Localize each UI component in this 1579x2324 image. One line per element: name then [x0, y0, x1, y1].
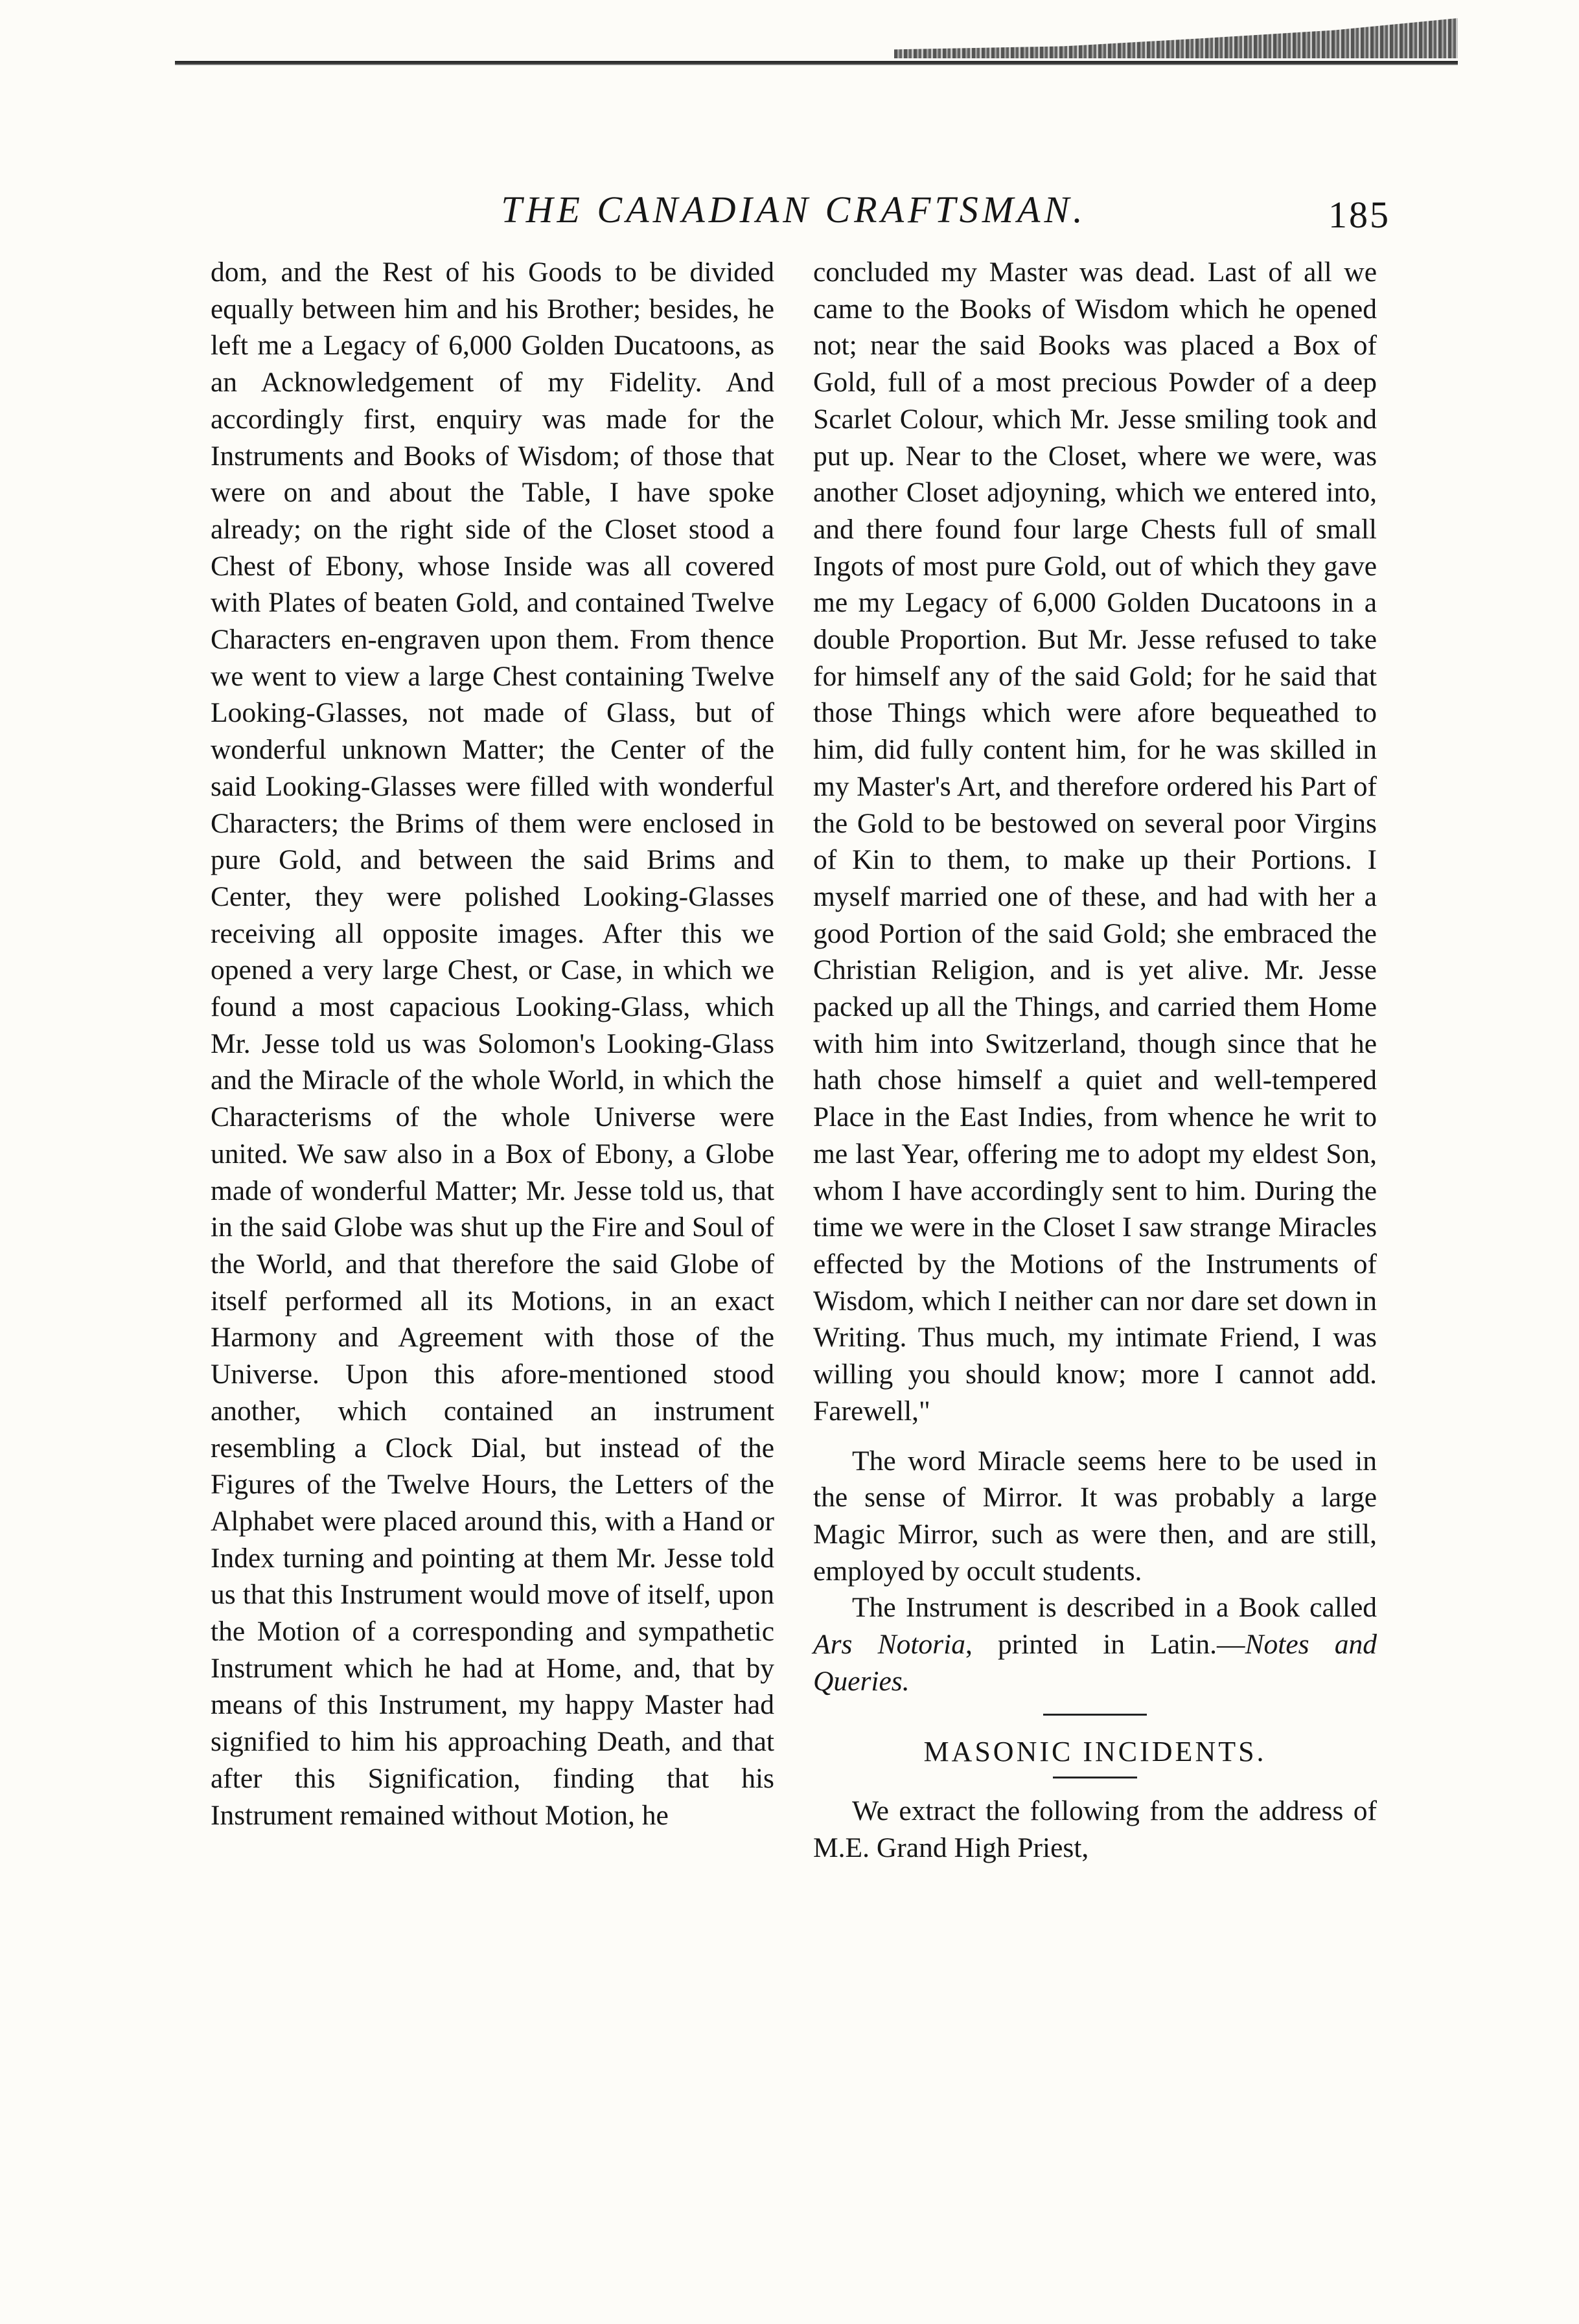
source-notes-and-queries: Notes and Queries. [813, 1629, 1377, 1697]
footnote-instrument [813, 1589, 1377, 1699]
section-divider-rule [1043, 1714, 1147, 1716]
top-ink-bleed [894, 18, 1458, 58]
paragraph-gap [813, 1430, 1377, 1443]
left-column [211, 254, 774, 1834]
right-column-continuation: concluded my Master was dead. Last of all we came to the Books of Wisdom which he opened not; near the said Books was placed a Box of Gold, full of a most precious Powder of a deep Scarlet Colour, which Mr. Jesse smiling took and put up. Near to the Closet, where we were, was another Closet adjoyning, which we entered into, and there found four large Chests full of small Ingots of most pure Gold, out of which they gave me my Legacy of 6,000 Golden Ducatoons in a double Proportion. But Mr. Jesse refused to take for himself any of the said Gold; for he said that those Things which were afore bequeathed to him, did fully content him, for he was skilled in my Master's Art, and therefore ordered his Part of the Gold to be bestowed on several poor Virgins of Kin to them, to make up their Portions. I myself married one of these, and had with her a good Portion of the said Gold; she embraced the Christian Religion, and is yet alive. Mr. Jesse packed up all the Things, and carried them Home with him into Switzerland, though since that he hath chose himself a quiet and well-tempered Place in the East Indies, from whence he writ to me last Year, offering me to adopt my eldest Son, whom I have accordingly sent to him. During the time we were in the Closet I saw strange Miracles effected by the Motions of the Instruments of Wisdom, which I neither can nor dare set down in Writing. Thus much, my intimate Friend, I was willing you should know; more I cannot add. Farewell," [813, 257, 1377, 1427]
footnote-instrument-start: The Instrument is described in a Book called [852, 1592, 1377, 1624]
section-opening-paragraph: We extract the following from the address of M.E. Grand High Priest, [813, 1795, 1377, 1864]
footnote-instrument-mid: , printed in Latin.— [965, 1629, 1245, 1661]
section-heading-underline [1053, 1777, 1137, 1778]
book-title-ars-notoria: Ars Notoria [813, 1629, 965, 1661]
footnote-miracle: The word Miracle seems here to be used in the sense of Mirror. It was probably a large Magic Mirror, such as were then, and are still, employed by occult students. [813, 1445, 1377, 1587]
running-title: THE CANADIAN CRAFTSMAN. [501, 189, 1087, 231]
section-heading: MASONIC INCIDENTS. [923, 1736, 1267, 1768]
page-number: 185 [1328, 194, 1390, 236]
left-column-paragraph: dom, and the Rest of his Goods to be divided equally between him and his Brother; besides, he left me a Legacy of 6,000 Golden Ducatoons, as an Acknowledgement of my Fidelity. And accordingly first, enquiry was made for the Instruments and Books of Wisdom; of those that were on and about the Table, I have spoke already; on the right side of the Closet stood a Chest of Ebony, whose Inside was all covered with Plates of beaten Gold, and contained Twelve Characters en-engraven upon them. From thence we went to view a large Chest containing Twelve Looking-Glasses, not made of Glass, but of wonderful unknown Matter; the Center of the said Looking-Glasses were filled with wonderful Characters; the Brims of them were enclosed in pure Gold, and between the said Brims and Center, they were polished Looking-Glasses receiving all opposite images. After this we opened a very large Chest, or Case, in which we found a most capacious Looking-Glass, which Mr. Jesse told us was Solomon's Looking-Glass and the Miracle of the whole World, in which the Characterisms of the whole Universe were united. We saw also in a Box of Ebony, a Globe made of wonderful Matter; Mr. Jesse told us, that in the said Globe was shut up the Fire and Soul of the World, and that therefore the said Globe of itself performed all its Motions, in an exact Harmony and Agreement with those of the Universe. Upon this afore-mentioned stood another, which contained an instrument resembling a Clock Dial, but instead of the Figures of the Twelve Hours, the Letters of the Alphabet were placed around this, with a Hand or Index turning and pointing at them Mr. Jesse told us that this Instrument would move of itself, upon the Motion of a corresponding and sympathetic Instrument which he had at Home, and, that by means of this Instrument, my happy Master had signified to him his approaching Death, and that after this Signification, finding that his Instrument remained without Motion, he [211, 257, 774, 1831]
page-header [0, 188, 1579, 246]
right-column [813, 254, 1377, 1867]
